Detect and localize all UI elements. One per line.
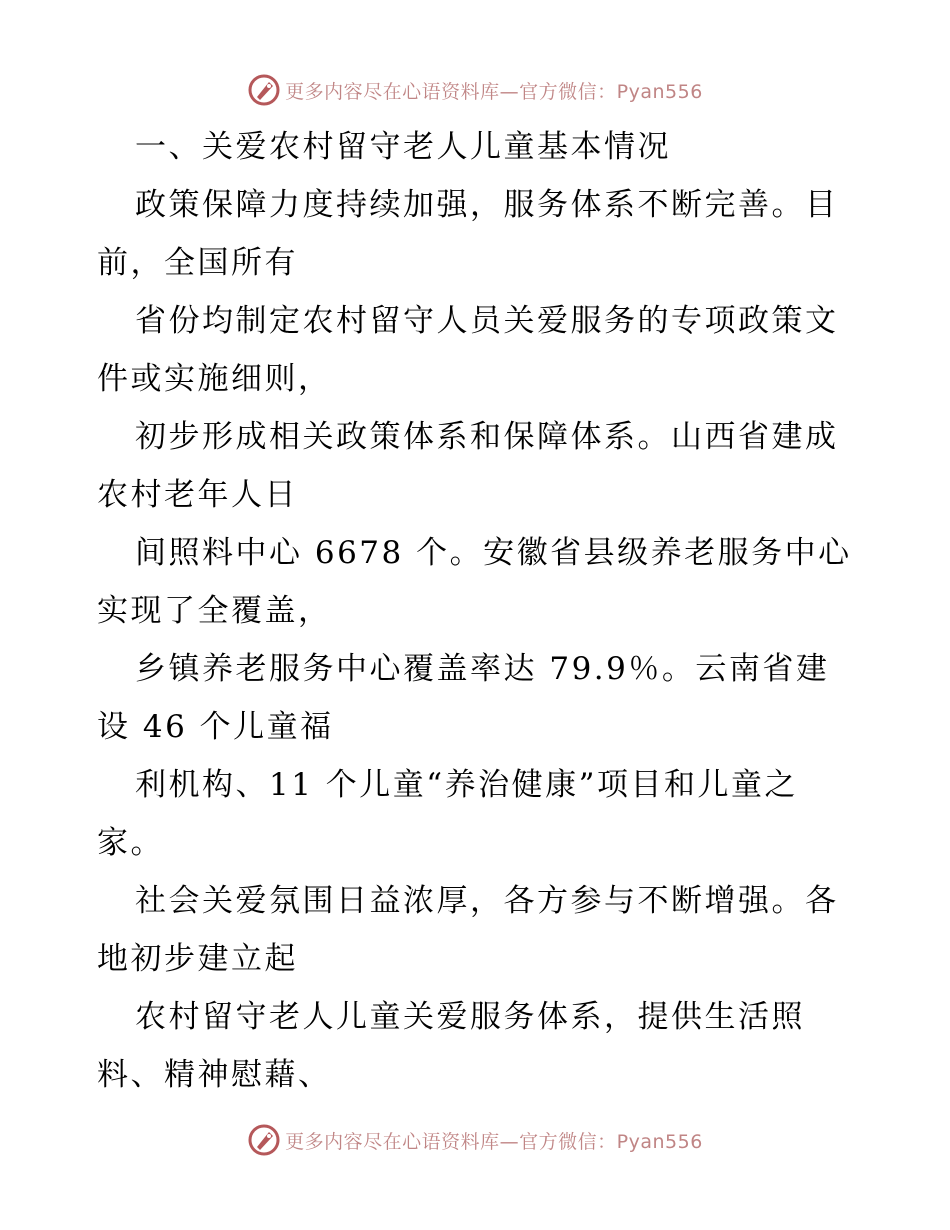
paragraph: 初步形成相关政策体系和保障体系。山西省建成农村老年人日 [97, 419, 839, 513]
section-heading: 一、关爱农村留守老人儿童基本情况 [135, 129, 671, 165]
paragraph: 社会关爱氛围日益浓厚，各方参与不断增强。各地初步建立起 [97, 883, 839, 977]
document-body [97, 118, 857, 1104]
pen-nib-logo-icon [247, 73, 281, 107]
watermark-text: 更多内容尽在心语资料库—官方微信：Pyan556 [285, 1130, 703, 1153]
paragraph: 乡镇养老服务中心覆盖率达 79.9％。云南省建设 46 个儿童福 [97, 651, 830, 745]
paragraph: 政策保障力度持续加强，服务体系不断完善。目前，全国所有 [97, 187, 839, 281]
paragraph: 利机构、11 个儿童“养治健康”项目和儿童之家。 [97, 767, 798, 861]
header-watermark [0, 70, 950, 110]
watermark-text: 更多内容尽在心语资料库—官方微信：Pyan556 [285, 80, 703, 103]
paragraph: 农村留守老人儿童关爱服务体系，提供生活照料、精神慰藉、 [97, 999, 805, 1093]
paragraph: 省份均制定农村留守人员关爱服务的专项政策文件或实施细则， [97, 303, 839, 397]
pen-nib-logo-icon [247, 1123, 281, 1157]
footer-watermark [0, 1120, 950, 1160]
paragraph: 间照料中心 6678 个。安徽省县级养老服务中心实现了全覆盖， [97, 535, 852, 629]
